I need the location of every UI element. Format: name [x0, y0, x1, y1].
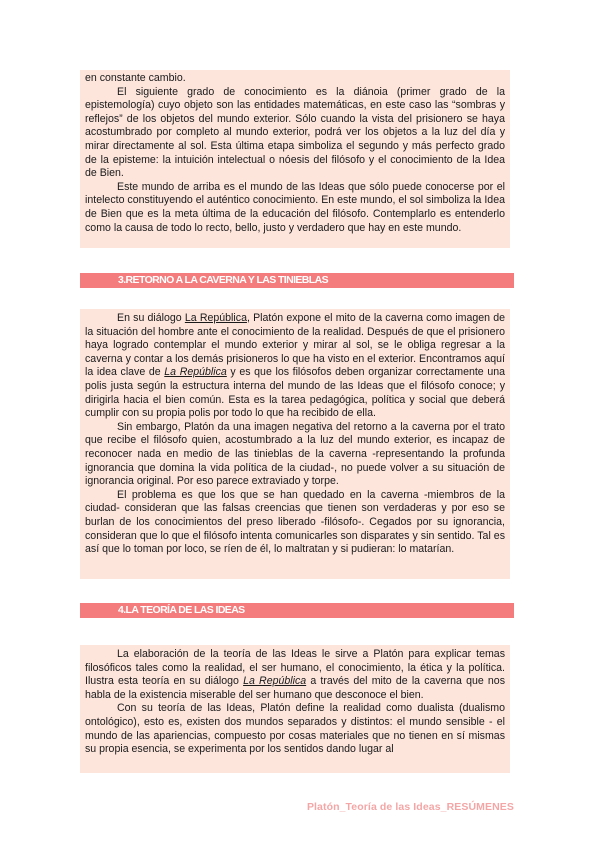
paragraph: Este mundo de arriba es el mundo de las Ideas que sólo puede conocerse por el intelecto constituyendo el auténtico conocimiento. En este mundo, el sol simboliza la Idea de Bien que es la meta última de la educación del filósofo. Contemplarlo es entenderlo como la causa de todo lo recto, bello, justo y verdadero que hay en este mundo.: [85, 180, 505, 234]
section-heading-3: 3.RETORNO A LA CAVERNA Y LAS TINIEBLAS: [80, 273, 514, 288]
text-span: La elaboración de la teoría de las Ideas le sirve a Platón para explicar temas filosóficos tales como la realidad, el ser humano, el conocimiento, la ética y la política. Ilustra esta teoría en su diálogo: [85, 648, 505, 688]
book-title-link: La República: [243, 675, 307, 688]
paragraph: [85, 648, 505, 702]
paragraph: Sin embargo, Platón da una imagen negativa del retorno a la caverna por el trato que recibe el filósofo quien, acostumbrado a la luz del mundo exterior, es incapaz de reconocer nada en medio de las tinieblas de la caverna -representando la profunda ignorancia que domina la vida política de la ciudad-, no puede volver a su situación de ignorancia original. Por eso parece extraviado y torpe.: [85, 420, 505, 488]
text-block-top: [80, 70, 510, 248]
paragraph: en constante cambio.: [85, 72, 186, 84]
text-span: , Platón expone el mito de la caverna como imagen de la situación del hombre ante el conocimiento de la realidad. Después de que el prisionero haya logrado contemplar el mundo exterior y mirar al sol, se le obliga regresar a la caverna y contar a los demás prisioneros lo que ha visto en el exterior. Encontramos aquí la idea clave de: [85, 312, 505, 379]
paragraph: Con su teoría de las Ideas, Platón define la realidad como dualista (dualismo ontológico), esto es, existen dos mundos separados y distintos: el mundo sensible - el mundo de las apariencias, compuesto por cosas materiales que no tienen en sí mismas su propia esencia, se experimenta por los sentidos dando lugar al: [85, 702, 505, 756]
paragraph: El siguiente grado de conocimiento es la diánoia (primer grado de la epistemología) cuyo objeto son las entidades matemáticas, en este caso las “sombras y reflejos” de los objetos del mundo exterior. Sólo cuando la vista del prisionero se haya acostumbrado por completo al mundo exterior, podrá ver los objetos a la luz del día y mirar directamente al sol. Esta última etapa simboliza el segundo y más perfecto grado de la episteme: la intuición intelectual o nóesis del filósofo y el conocimiento de la Idea de Bien.: [85, 85, 505, 180]
text-span: En su diálogo: [117, 312, 185, 324]
text-span: a través del mito de la caverna que nos habla de la existencia miserable del ser humano que desconoce el bien.: [85, 675, 505, 701]
text-span: y es que los filósofos deben organizar correctamente una polis justa según la estructura interna del mundo de las Ideas que el filósofo conoce; y dirigirla hacia el bien común. Esta es la tarea pedagógica, política y social que deberá cumplir con su propia polis por todo lo que ha recibido de ella.: [85, 366, 505, 420]
paragraph: [85, 312, 505, 421]
paragraph: El problema es que los que se han quedado en la caverna -miembros de la ciudad- consideran que las falsas creencias que tienen son verdaderas y por eso se burlan de los conocimientos del preso liberado -filósofo-. Cegados por su ignorancia, consideran que lo que el filósofo intenta comunicarles son disparates y sin sentido. Tal es así que lo toman por loco, se ríen de él, lo maltratan y si pudieran: lo matarían.: [85, 488, 505, 556]
text-block-section-3: [80, 309, 510, 579]
section-heading-4: 4.LA TEORÍA DE LAS IDEAS: [80, 603, 514, 618]
book-title-link: La República: [164, 366, 227, 379]
page-footer: Platón_Teoría de las Ideas_RESÚMENES: [306, 801, 514, 813]
book-title-link: La República: [184, 312, 247, 324]
text-block-section-4: [80, 645, 510, 773]
